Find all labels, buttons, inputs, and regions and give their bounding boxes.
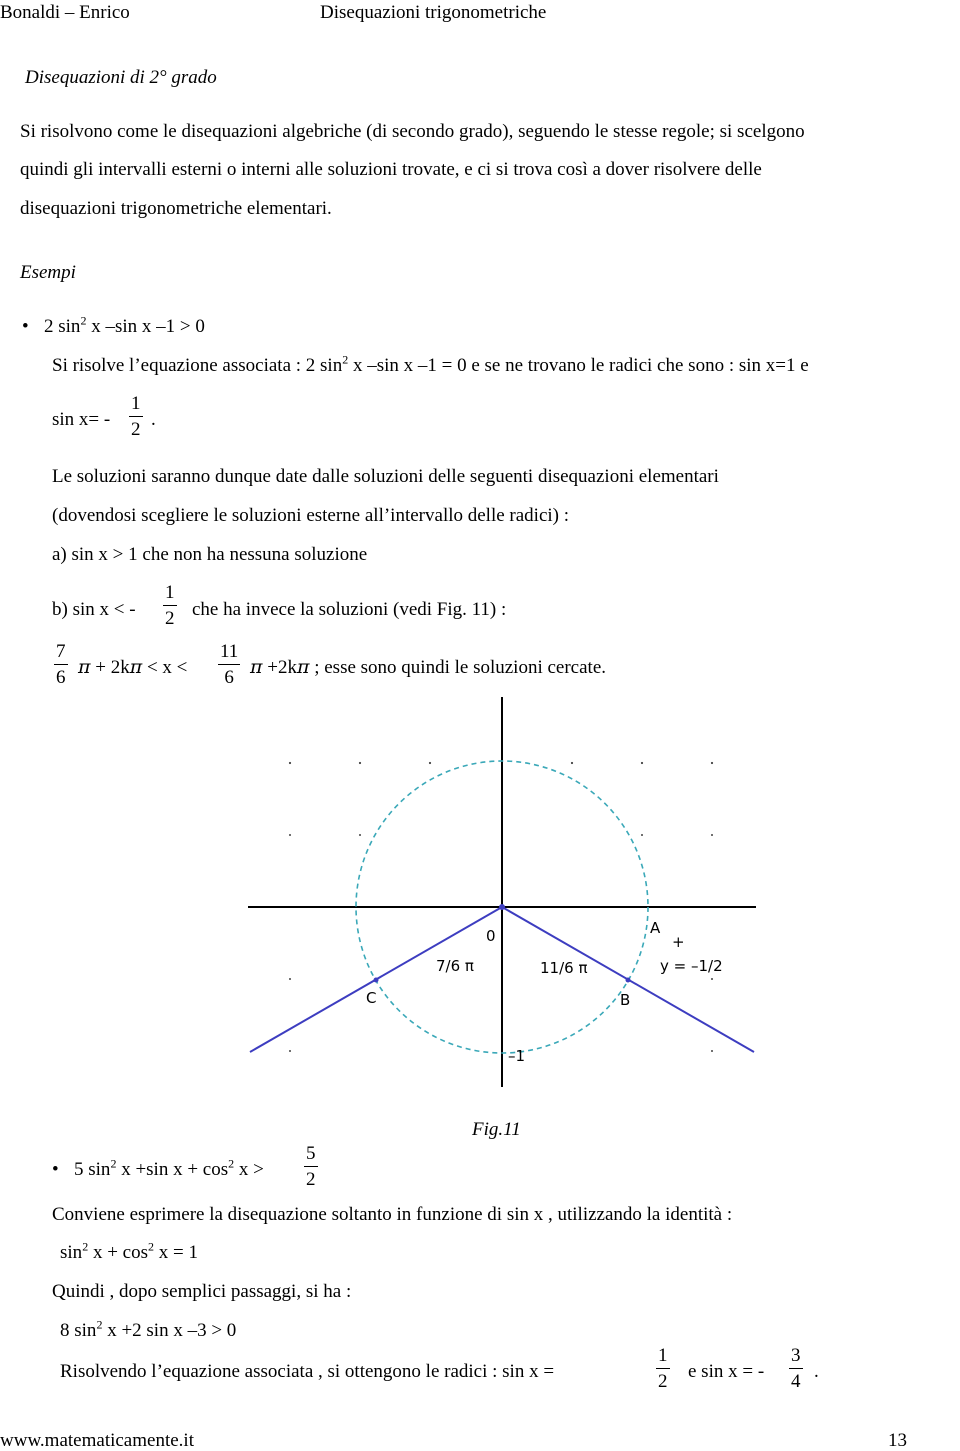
figure-caption: Fig.11 xyxy=(472,1119,521,1140)
interval-left-fraction: 7 6 xyxy=(56,641,66,688)
example2-identity: $\sin^2 x + \cos^2 x = 1$ xyxy=(60,1239,198,1263)
point-origin xyxy=(499,904,505,910)
label-c: C xyxy=(366,989,377,1007)
example1-case-b-fraction: 1 2 xyxy=(165,582,175,629)
example1-case-b-prefix: b) sin x < - xyxy=(52,599,136,620)
example1-solutions-line-2: (dovendosi scegliere le soluzioni esterne all’intervallo delle radici) : xyxy=(52,505,570,526)
label-b: B xyxy=(620,991,631,1009)
label-left-angle: 7/6 π xyxy=(436,957,474,975)
example1-root-prefix: sin x= - xyxy=(52,409,111,430)
example1-associated-equation: Si risolve l’equazione associata : 2 $\sin^2 x$ –sin x –1 = 0 e se ne trovano le radici che sono : sin x=1 e xyxy=(52,352,809,376)
example2-roots-prefix: Risolvendo l’equazione associata , si ottengono le radici : sin x = xyxy=(60,1361,555,1382)
bullet-2: • xyxy=(52,1159,59,1180)
point-c xyxy=(374,978,379,983)
interval-expression: π + 2kπ < x < xyxy=(78,656,188,678)
header-author: Bonaldi – Enrico xyxy=(0,2,130,23)
example1-root-suffix: . xyxy=(151,409,156,430)
figure-unit-circle xyxy=(240,695,760,1095)
label-a: A xyxy=(650,919,661,937)
interval-right-fraction: 11 6 xyxy=(220,641,239,688)
intro-line-1: Si risolvono come le disequazioni algebriche (di secondo grado), seguendo le stesse regole; si scelgono xyxy=(20,121,805,142)
footer-url: www.matematicamente.it xyxy=(0,1430,194,1451)
label-minus-one: –1 xyxy=(508,1047,526,1065)
bullet-1: • xyxy=(22,316,29,337)
label-zero: 0 xyxy=(486,927,496,945)
example1-case-a: a) sin x > 1 che non ha nessuna soluzione xyxy=(52,544,368,565)
example1-root-fraction: 1 2 xyxy=(131,393,141,440)
example2-root-fraction-1: 1 2 xyxy=(658,1345,668,1392)
label-right-angle: 11/6 π xyxy=(540,959,588,977)
example2-roots-mid: e sin x = - xyxy=(688,1361,765,1382)
label-plus: + xyxy=(672,933,685,951)
intro-line-2: quindi gli intervalli esterni o interni alle soluzioni trovate, e ci si trova così a dover risolvere delle xyxy=(20,159,762,180)
examples-label: Esempi xyxy=(20,262,76,283)
header-title: Disequazioni trigonometriche xyxy=(320,2,547,23)
example2-line-1: Conviene esprimere la disequazione soltanto in funzione di sin x , utilizzando la identità : xyxy=(52,1204,733,1225)
page-number: 13 xyxy=(888,1430,907,1451)
example2-roots-end: . xyxy=(814,1361,819,1382)
section-title: Disequazioni di 2° grado xyxy=(25,67,217,88)
example2-root-fraction-2: 3 4 xyxy=(791,1345,801,1392)
label-line-equation: y = –1/2 xyxy=(660,957,723,975)
example2-line-2: Quindi , dopo semplici passaggi, si ha : xyxy=(52,1281,352,1302)
example1-case-b-suffix: che ha invece la soluzioni (vedi Fig. 11) : xyxy=(192,599,507,620)
point-b xyxy=(626,978,631,983)
example2-reduced-inequality: 8 $\sin^2 x +2$ sin x –3 > 0 xyxy=(60,1317,237,1341)
example2-inequality-fraction: 5 2 xyxy=(306,1143,316,1190)
example1-inequality: 2 $\sin^2 x$ –sin x –1 > 0 xyxy=(44,313,205,337)
interval-conclusion: π +2kπ ; esse sono quindi le soluzioni cercate. xyxy=(250,656,607,678)
intro-line-3: disequazioni trigonometriche elementari. xyxy=(20,198,332,219)
example2-inequality: 5 $\sin^2 x +\sin$ $x + \cos^2 x$ > xyxy=(74,1156,264,1180)
example1-solutions-line-1: Le soluzioni saranno dunque date dalle soluzioni delle seguenti disequazioni elementari xyxy=(52,466,719,487)
